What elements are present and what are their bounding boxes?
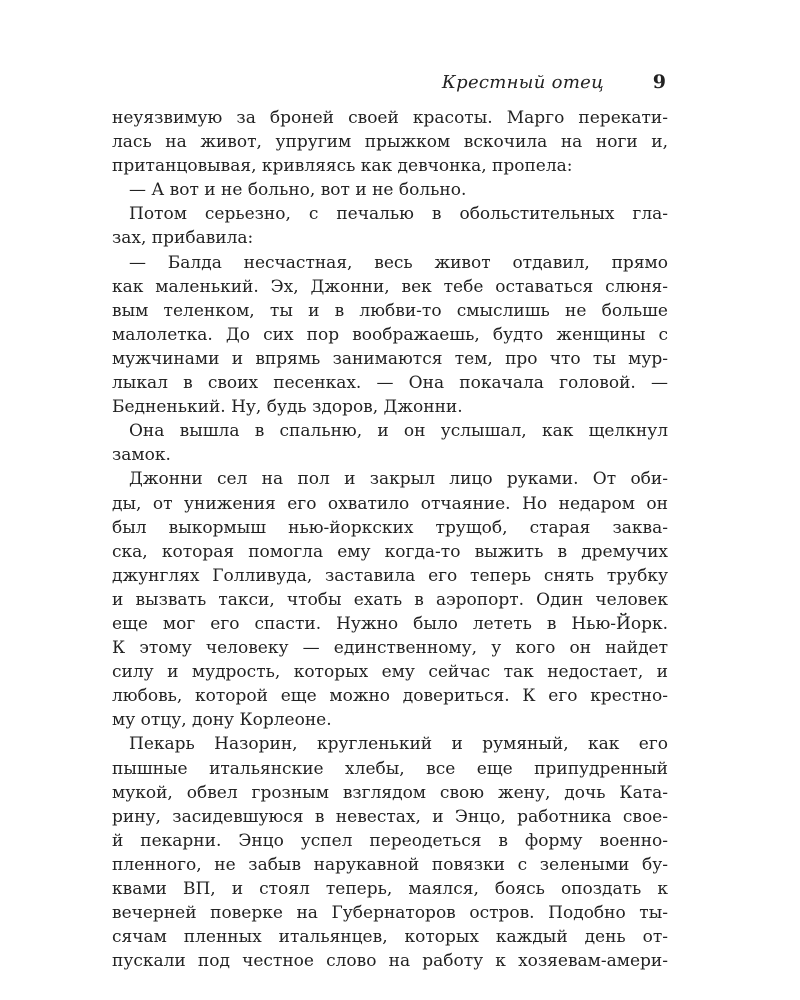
- text-line: Джонни сел на пол и закрыл лицо руками. От оби-: [129, 469, 668, 490]
- text-line: пышные итальянские хлебы, все еще припудренный: [112, 758, 668, 779]
- text-line: любовь, которой еще можно довериться. К его крестно-: [112, 686, 668, 707]
- text-line: неуязвимую за броней своей красоты. Марго перекати-: [112, 108, 668, 128]
- text-line: Она вышла в спальню, и он услышал, как щелкнул: [129, 421, 668, 442]
- text-line: лыкал в своих песенках. — Она покачала головой. —: [112, 373, 668, 394]
- text-line: Пекарь Назорин, кругленький и румяный, как его: [129, 734, 668, 755]
- text-line: малолетка. До сих пор воображаешь, будто женщины с: [112, 324, 668, 345]
- text-line: еще мог его спасти. Нужно было лететь в Нью-Йорк.: [112, 613, 668, 634]
- page-number: 9: [652, 71, 666, 93]
- text-line: зах, прибавила:: [112, 228, 254, 249]
- text-line: квами ВП, и стоял теперь, маялся, боясь опоздать к: [112, 879, 668, 899]
- text-line: джунглях Голливуда, заставила его теперь снять трубку: [112, 565, 668, 586]
- text-line: мужчинами и впрямь занимаются тем, про что ты мур-: [112, 348, 668, 369]
- text-line: ды, от унижения его охватило отчаяние. Но недаром он: [112, 493, 668, 514]
- text-line: вым теленком, ты и в любви-то смыслишь не больше: [112, 300, 668, 321]
- text-line: рину, засидевшуюся в невестах, и Энцо, работника свое-: [112, 806, 668, 827]
- text-line: был выкормыш нью-йоркских трущоб, старая заква-: [112, 517, 668, 538]
- body-text: [112, 106, 668, 973]
- running-head: [110, 72, 666, 98]
- text-line: пленного, не забыв нарукавной повязки с зелеными бу-: [112, 854, 668, 875]
- text-line: ска, которая помогла ему когда-то выжить в дремучих: [112, 541, 668, 562]
- text-line: сячам пленных итальянцев, которых каждый день от-: [112, 927, 668, 948]
- text-line: мукой, обвел грозным взглядом свою жену, дочь Ката-: [112, 782, 668, 803]
- text-line: пускали под честное слово на работу к хозяевам-амери-: [112, 951, 668, 972]
- text-line: му отцу, дону Корлеоне.: [112, 710, 332, 731]
- text-line: силу и мудрость, которых ему сейчас так недостает, и: [112, 662, 668, 683]
- text-line: замок.: [112, 445, 171, 466]
- text-line: К этому человеку — единственному, у кого он найдет: [112, 638, 668, 659]
- text-line: — Балда несчастная, весь живот отдавил, прямо: [129, 252, 668, 273]
- text-line: лась на живот, упругим прыжком вскочила на ноги и,: [112, 132, 668, 153]
- text-line: пританцовывая, кривляясь как девчонка, пропела:: [112, 156, 573, 177]
- text-line: Потом серьезно, с печалью в обольстительных гла-: [129, 204, 668, 225]
- text-line: как маленький. Эх, Джонни, век тебе оставаться слюня-: [112, 276, 668, 297]
- text-line: вечерней поверке на Губернаторов остров. Подобно ты-: [112, 903, 668, 924]
- text-line: и вызвать такси, чтобы ехать в аэропорт. Один человек: [112, 589, 668, 610]
- running-title: Крестный отец: [441, 72, 604, 93]
- text-line: Бедненький. Ну, будь здоров, Джонни.: [112, 397, 463, 418]
- text-line: й пекарни. Энцо успел переодеться в форму военно-: [112, 830, 668, 851]
- text-line: — А вот и не больно, вот и не больно.: [129, 180, 467, 201]
